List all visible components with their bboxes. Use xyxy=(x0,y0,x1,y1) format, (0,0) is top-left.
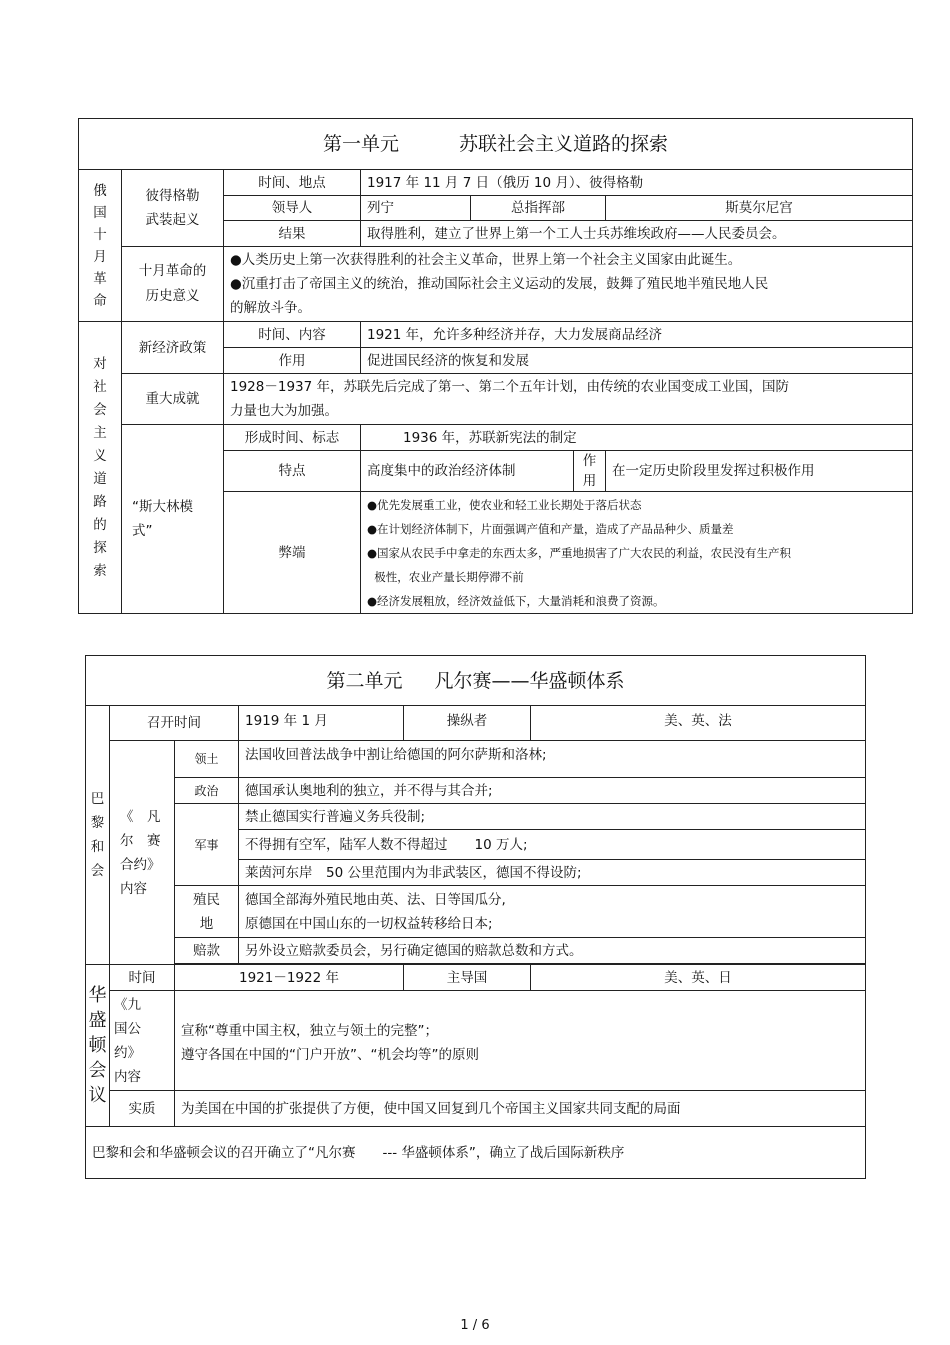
role-value: 在一定历史阶段里发挥过积极作用 xyxy=(606,451,913,492)
section-paris-conference: 巴 黎 和 会 xyxy=(86,706,110,965)
drawback-text: ●优先发展重工业，使农业和轻工业长期处于落后状态 ●在计划经济体制下，片面强调产值和产量，造成了产品品种少、质量差 ●国家从农民手中拿走的东西太多，严重地损害了广大农民的利益，农民没有生产积 极性，农业产量长期停滞不前 ●经济发展粗放，经济效益低下，大量消耗和浪费了资源。 xyxy=(361,492,913,614)
nine-power-treaty-label: 《九 国公 约》 内容 xyxy=(110,991,175,1091)
achievement-label: 重大成就 xyxy=(122,374,224,425)
nep-effect-value: 促进国民经济的恢复和发展 xyxy=(361,348,913,374)
hq-label: 总指挥部 xyxy=(471,196,606,221)
time-place-value: 1917 年 11 月 7 日（俄历 10 月）、彼得格勒 xyxy=(361,170,913,196)
feature-value: 高度集中的政治经济体制 xyxy=(367,463,516,479)
nep-effect-label: 作用 xyxy=(224,348,361,374)
significance-label: 十月革命的 历史意义 xyxy=(122,247,224,322)
politics-value: 德国承认奥地利的独立，并不得与其合并; xyxy=(239,778,866,804)
paris-time-value: 1919 年 1 月 xyxy=(239,706,404,741)
section-washington-conference: 华 盛 顿 会 议 xyxy=(86,965,110,1127)
page-number: 1 / 6 xyxy=(460,1318,490,1333)
washington-time-value: 1921－1922 年 xyxy=(175,965,404,991)
paris-controller-value: 美、英、法 xyxy=(531,706,866,741)
essence-label: 实质 xyxy=(110,1091,175,1127)
military-line-2: 不得拥有空军，陆军人数不得超过 10 万人; xyxy=(239,830,866,860)
washington-time-label: 时间 xyxy=(110,965,175,991)
section-socialist-exploration: 对 社 会 主 义 道 路 的 探 索 xyxy=(79,322,122,614)
reparation-label: 赔款 xyxy=(175,938,239,964)
time-place-label: 时间、地点 xyxy=(224,170,361,196)
unit1-table xyxy=(78,118,913,614)
formation-label: 形成时间、标志 xyxy=(224,425,361,451)
territory-label: 领土 xyxy=(175,741,239,778)
washington-lead-value: 美、英、日 xyxy=(531,965,866,991)
military-label: 军事 xyxy=(175,804,239,886)
unit2-table xyxy=(85,655,866,1179)
paris-controller-label: 操纵者 xyxy=(404,706,531,741)
conclusion-text: 巴黎和会和华盛顿会议的召开确立了“凡尔赛 --- 华盛顿体系”，确立了战后国际新秩序 xyxy=(86,1127,866,1179)
result-label: 结果 xyxy=(224,221,361,247)
section-russia-revolution: 俄 国 十 月 革 命 xyxy=(79,170,122,322)
feature-row xyxy=(361,451,606,492)
role-label: 作用 xyxy=(574,451,606,491)
nine-power-treaty-text: 宣称“尊重中国主权，独立与领土的完整”； 遵守各国在中国的“门户开放”、“机会均等”的原则 xyxy=(175,991,866,1091)
nep-time-value: 1921 年，允许多种经济并存，大力发展商品经济 xyxy=(361,322,913,348)
essence-value: 为美国在中国的扩张提供了方便，使中国又回复到几个帝国主义国家共同支配的局面 xyxy=(175,1091,866,1127)
colony-text: 德国全部海外殖民地由英、法、日等国瓜分, 原德国在中国山东的一切权益转移给日本; xyxy=(239,886,866,938)
washington-lead-label: 主导国 xyxy=(404,965,531,991)
reparation-value: 另外设立赔款委员会，另行确定德国的赔款总数和方式。 xyxy=(239,938,866,964)
nep-time-label: 时间、内容 xyxy=(224,322,361,348)
drawback-label: 弊端 xyxy=(224,492,361,614)
result-value: 取得胜利，建立了世界上第一个工人士兵苏维埃政府——人民委员会。 xyxy=(361,221,913,247)
uprising-label: 彼得格勒 武装起义 xyxy=(122,170,224,247)
politics-label: 政治 xyxy=(175,778,239,804)
colony-label: 殖民 地 xyxy=(175,886,239,938)
unit2-title: 第二单元 凡尔赛——华盛顿体系 xyxy=(86,656,866,706)
feature-label: 特点 xyxy=(224,451,361,492)
leader-value: 列宁 xyxy=(361,196,471,221)
formation-value: 1936 年，苏联新宪法的制定 xyxy=(361,425,913,451)
achievement-text: 1928－1937 年，苏联先后完成了第一、第二个五年计划，由传统的农业国变成工业国，国防 力量也大为加强。 xyxy=(224,374,913,425)
stalin-model-label: “斯大林模 式” xyxy=(122,425,224,614)
significance-text: ●人类历史上第一次获得胜利的社会主义革命，世界上第一个社会主义国家由此诞生。 ●沉重打击了帝国主义的统治，推动国际社会主义运动的发展，鼓舞了殖民地半殖民地人民 的解放斗争。 xyxy=(224,247,913,322)
territory-value: 法国收回普法战争中割让给德国的阿尔萨斯和洛林; xyxy=(239,741,866,778)
unit1-title: 第一单元 苏联社会主义道路的探索 xyxy=(79,119,913,170)
military-line-1: 禁止德国实行普遍义务兵役制; xyxy=(239,804,866,830)
paris-time-label: 召开时间 xyxy=(110,706,239,741)
leader-label: 领导人 xyxy=(224,196,361,221)
nep-label: 新经济政策 xyxy=(122,322,224,374)
hq-value: 斯莫尔尼宫 xyxy=(606,196,913,221)
military-line-3: 莱茵河东岸 50 公里范围内为非武装区，德国不得设防; xyxy=(239,860,866,886)
versailles-treaty-label: 《 凡 尔 赛 合约》 内容 xyxy=(110,741,175,965)
